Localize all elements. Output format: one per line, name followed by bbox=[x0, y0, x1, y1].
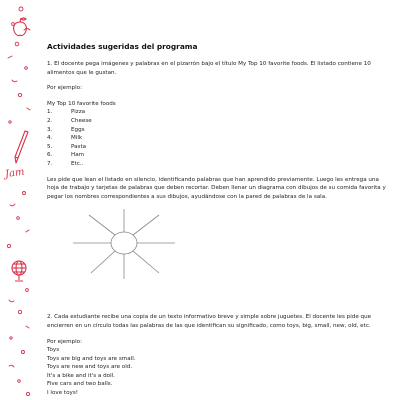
toys-line: Five cars and two balls. bbox=[47, 381, 113, 388]
diagram-spoke bbox=[91, 251, 115, 273]
food-list bbox=[47, 108, 387, 168]
section-heading: Actividades sugeridas del programa bbox=[47, 42, 198, 51]
diagram-spoke bbox=[89, 215, 115, 235]
toys-line: Toys are new and toys are old. bbox=[47, 364, 133, 371]
document-body bbox=[47, 42, 387, 398]
food-diagram bbox=[69, 207, 179, 281]
activity-1-example-label: Por ejemplo: bbox=[47, 85, 82, 92]
activity-1-text: 1. El docente pega imágenes y palabras en el pizarrón bajo el título My Top 10 favorite foods. El listado contiene 10 alimentos que le gustan. bbox=[47, 61, 371, 76]
activity-2-text: 2. Cada estudiante recibe una copia de un texto informativo breve y simple sobre juguetes. El docente les pide que encierren en un círculo todas las palabras de las que identifican su significado, como toys, big, small, new, old, etc. bbox=[47, 314, 372, 329]
toys-line: I love toys! bbox=[47, 390, 79, 397]
globe-icon bbox=[12, 261, 26, 281]
margin-handwriting: Jam bbox=[4, 166, 26, 181]
toys-text bbox=[47, 346, 387, 398]
list-item: 7. Etc.. bbox=[47, 160, 84, 167]
toys-line: It's a bike and it's a doll. bbox=[47, 372, 115, 379]
list-item: 1. Pizza bbox=[47, 109, 86, 116]
apple-icon bbox=[14, 18, 27, 36]
activity-1-instructions: Les pide que lean el listado en silencio, identificando palabras que han aprendido previamente. Luego les entrega una hoja de trabajo y tarjetas de palabras que deben recortar. Deben llenar un diagrama con dibujos de su comida favorita y pegar los nombres correspondientes a sus dibujos, ayudándose con la pared de palabras de la sala. bbox=[47, 176, 386, 200]
diagram-center bbox=[111, 232, 137, 254]
toys-line: Toys are big and toys are small. bbox=[47, 355, 136, 362]
diagram-spoke bbox=[133, 215, 159, 235]
margin-decoration bbox=[0, 0, 42, 400]
list-item: 5. Pasta bbox=[47, 143, 87, 150]
list-item: 4. Milk bbox=[47, 135, 83, 142]
list-item: 3. Eggs bbox=[47, 126, 85, 133]
food-list-title: My Top 10 favorite foods bbox=[47, 100, 116, 107]
list-item: 2. Cheese bbox=[47, 117, 92, 124]
toys-line: Toys bbox=[47, 347, 60, 354]
pencil-icon bbox=[15, 131, 28, 163]
list-item: 6. Ham bbox=[47, 152, 85, 159]
diagram-spoke bbox=[133, 251, 159, 273]
activity-2-example-label: Por ejemplo: bbox=[47, 338, 82, 345]
